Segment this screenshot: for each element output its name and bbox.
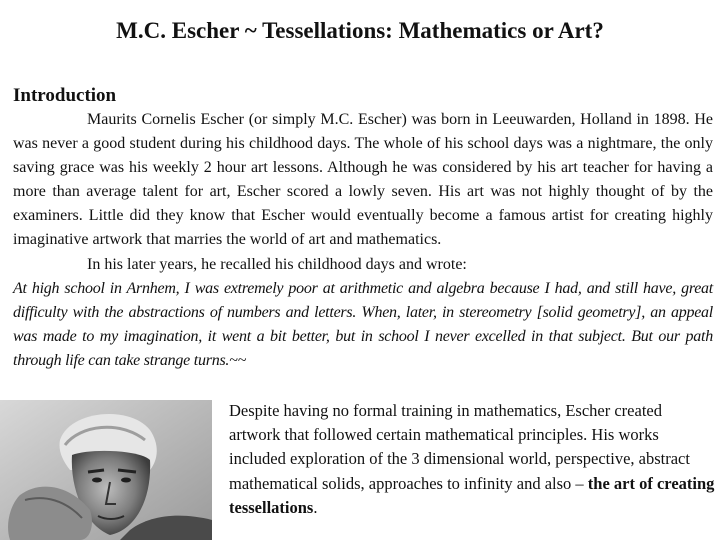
closing-text: Despite having no formal training in mathematics, Escher created artwork that followed certain mathematical principles. His works included exploration of the 3 dimensional world, perspective, abstract mathematical solids, approaches to infinity and also – — [229, 401, 690, 493]
intro-body — [13, 108, 713, 373]
escher-quote: At high school in Arnhem, I was extremely poor at arithmetic and algebra because I had, and still have, great difficulty with the abstractions of numbers and letters. When, later, in stereometry [solid geometry], an appeal was made to my imagination, it went a bit better, but in school I never excelled in that subject. But our path through life can take strange turns.~~ — [13, 279, 713, 369]
escher-portrait-photo — [0, 400, 212, 540]
intro-paragraph-1: Maurits Cornelis Escher (or simply M.C. Escher) was born in Leeuwarden, Holland in 1898. He was never a good student during his childhood days. The whole of his school days was a nightmare, the only saving grace was his weekly 2 hour art lessons. Although he was considered by his art teacher for having a more than average talent for art, Escher scored a lowly seven. His art was not highly thought of by the examiners. Little did they know that Escher would eventually become a famous artist for creating highly imaginative artwork that marries the world of art and mathematics. — [13, 111, 713, 249]
intro-paragraph-2: In his later years, he recalled his childhood days and wrote: — [87, 255, 467, 273]
section-heading: Introduction — [13, 85, 117, 106]
closing-emphasis: the art of creating tessellations — [229, 473, 715, 517]
closing-paragraph — [229, 399, 715, 520]
closing-end: . — [313, 497, 318, 517]
page-title: M.C. Escher ~ Tessellations: Mathematics or Art? — [116, 18, 604, 43]
portrait-image — [0, 400, 212, 540]
